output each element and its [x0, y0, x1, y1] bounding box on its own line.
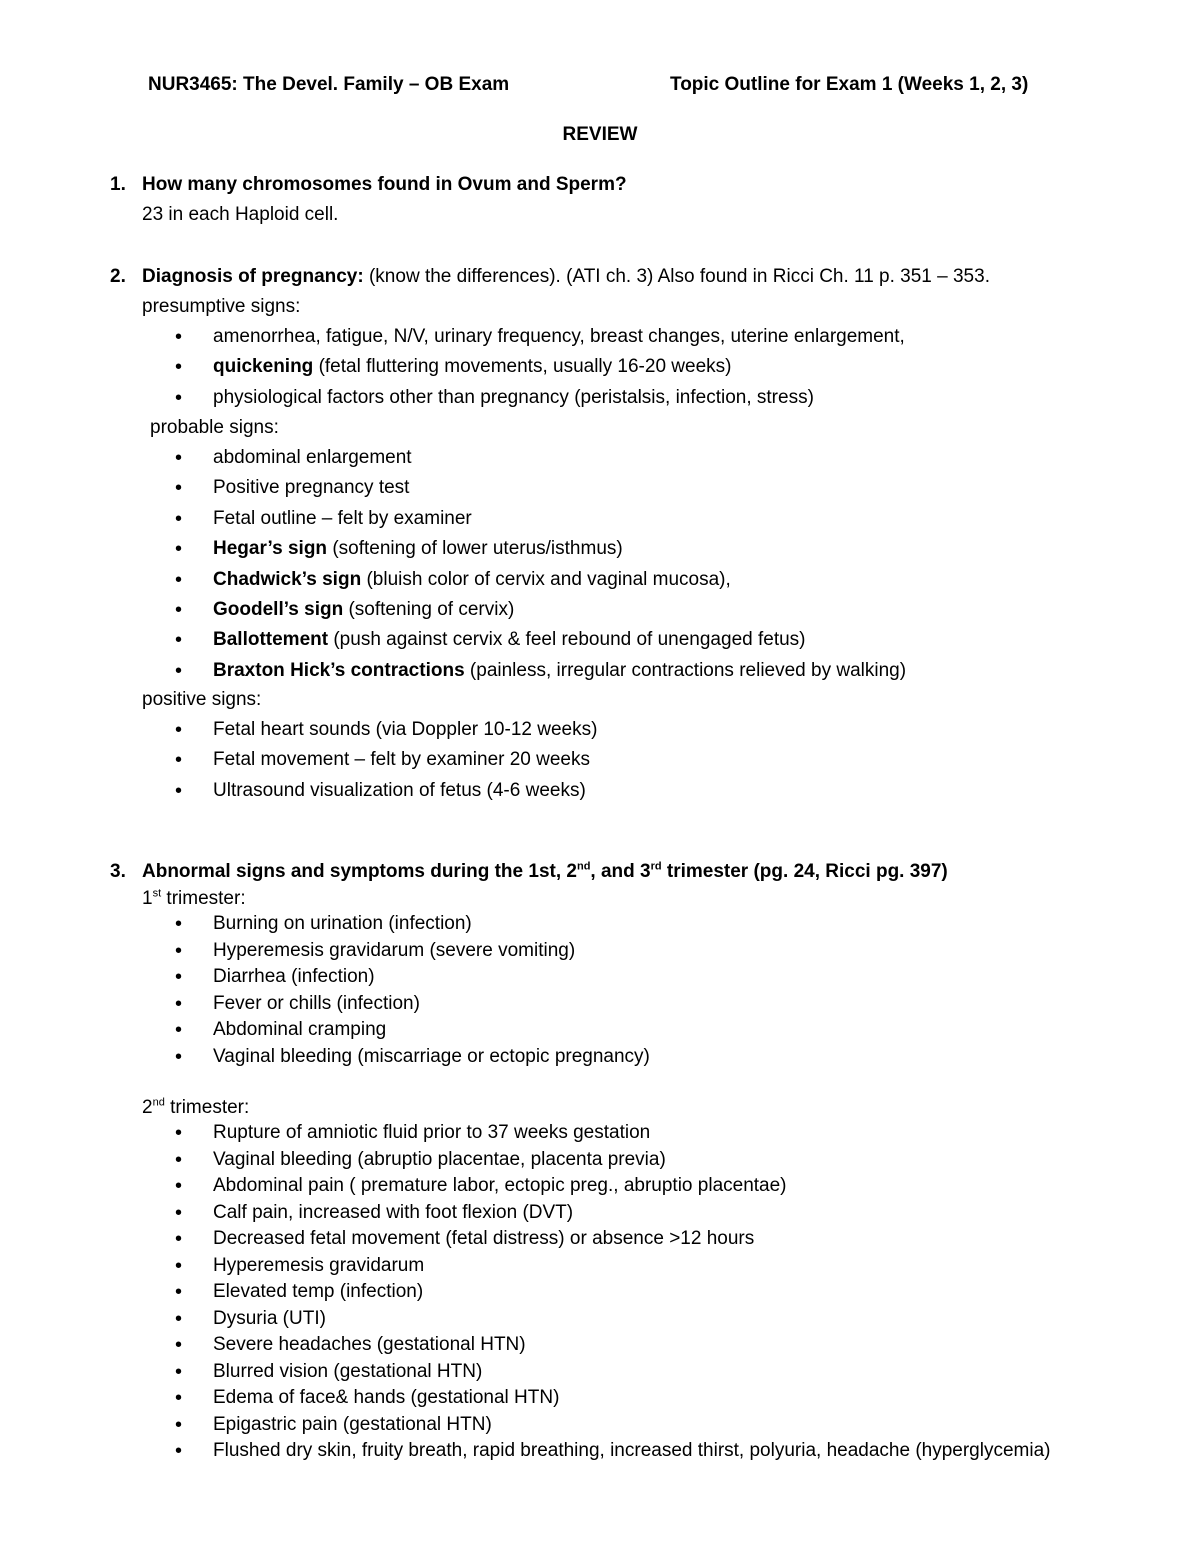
list-item: • physiological factors other than pregnancy (peristalsis, infection, stress)	[175, 383, 905, 413]
list-item: • Decreased fetal movement (fetal distress) or absence >12 hours	[175, 1226, 1050, 1253]
list-item: • Goodell’s sign (softening of cervix)	[175, 595, 906, 625]
question-title: Abnormal signs and symptoms during the 1st, 2nd, and 3rd trimester (pg. 24, Ricci pg. 397)	[142, 860, 948, 882]
list-item: • Abdominal pain ( premature labor, ectopic preg., abruptio placentae)	[175, 1173, 1050, 1200]
question-number: 1.	[110, 174, 126, 195]
list-item: • Blurred vision (gestational HTN)	[175, 1359, 1050, 1386]
list-item: • Rupture of amniotic fluid prior to 37 weeks gestation	[175, 1120, 1050, 1147]
list-item: • Dysuria (UTI)	[175, 1306, 1050, 1333]
positive-signs-list	[175, 715, 597, 806]
list-item: • Ballottement (push against cervix & feel rebound of unengaged fetus)	[175, 625, 906, 655]
list-item: • Abdominal cramping	[175, 1017, 650, 1044]
list-item: • Hyperemesis gravidarum (severe vomiting)	[175, 938, 650, 965]
list-item: • Vaginal bleeding (miscarriage or ectopic pregnancy)	[175, 1044, 650, 1071]
list-item: • Epigastric pain (gestational HTN)	[175, 1412, 1050, 1439]
list-item: • Hyperemesis gravidarum	[175, 1253, 1050, 1280]
presumptive-signs-list	[175, 322, 905, 413]
second-trimester-label: 2nd trimester:	[142, 1096, 250, 1118]
list-item: • Severe headaches (gestational HTN)	[175, 1332, 1050, 1359]
list-item: • Calf pain, increased with foot flexion (DVT)	[175, 1200, 1050, 1227]
list-item: • Vaginal bleeding (abruptio placentae, placenta previa)	[175, 1147, 1050, 1174]
list-item: • quickening (fetal fluttering movements, usually 16-20 weeks)	[175, 352, 905, 382]
first-trimester-list	[175, 911, 650, 1070]
header-course-title: NUR3465: The Devel. Family – OB Exam	[148, 74, 510, 95]
list-item: • Hegar’s sign (softening of lower uterus/isthmus)	[175, 534, 906, 564]
list-item: • Ultrasound visualization of fetus (4-6 weeks)	[175, 776, 597, 806]
first-trimester-label: 1st trimester:	[142, 887, 246, 909]
list-item: • Braxton Hick’s contractions (painless, irregular contractions relieved by walking)	[175, 656, 906, 686]
list-item: • abdominal enlargement	[175, 443, 906, 473]
list-item: • Chadwick’s sign (bluish color of cervix and vaginal mucosa),	[175, 565, 906, 595]
question-number: 2.	[110, 266, 126, 287]
list-item: • Diarrhea (infection)	[175, 964, 650, 991]
list-item: • Edema of face& hands (gestational HTN)	[175, 1385, 1050, 1412]
list-item: • amenorrhea, fatigue, N/V, urinary frequency, breast changes, uterine enlargement,	[175, 322, 905, 352]
list-item: • Burning on urination (infection)	[175, 911, 650, 938]
question-title: Diagnosis of pregnancy: (know the differences). (ATI ch. 3) Also found in Ricci Ch. 11 p. 351 – 353.	[142, 266, 990, 287]
question-title: How many chromosomes found in Ovum and Sperm?	[142, 174, 627, 195]
list-item: • Fetal outline – felt by examiner	[175, 504, 906, 534]
presumptive-signs-label: presumptive signs:	[142, 296, 301, 317]
list-item: • Elevated temp (infection)	[175, 1279, 1050, 1306]
list-item: • Flushed dry skin, fruity breath, rapid breathing, increased thirst, polyuria, headache (hyperglycemia)	[175, 1438, 1050, 1465]
question-number: 3.	[110, 861, 126, 882]
page-heading: REVIEW	[562, 124, 638, 145]
second-trimester-list	[175, 1120, 1050, 1465]
probable-signs-list	[175, 443, 906, 686]
list-item: • Fetal movement – felt by examiner 20 weeks	[175, 745, 597, 775]
list-item: • Fever or chills (infection)	[175, 991, 650, 1018]
header-topic-outline: Topic Outline for Exam 1 (Weeks 1, 2, 3)	[670, 74, 1029, 95]
list-item: • Positive pregnancy test	[175, 473, 906, 503]
positive-signs-label: positive signs:	[142, 689, 262, 710]
list-item: • Fetal heart sounds (via Doppler 10-12 weeks)	[175, 715, 597, 745]
probable-signs-label: probable signs:	[150, 417, 279, 438]
question-1-answer: 23 in each Haploid cell.	[142, 204, 339, 225]
